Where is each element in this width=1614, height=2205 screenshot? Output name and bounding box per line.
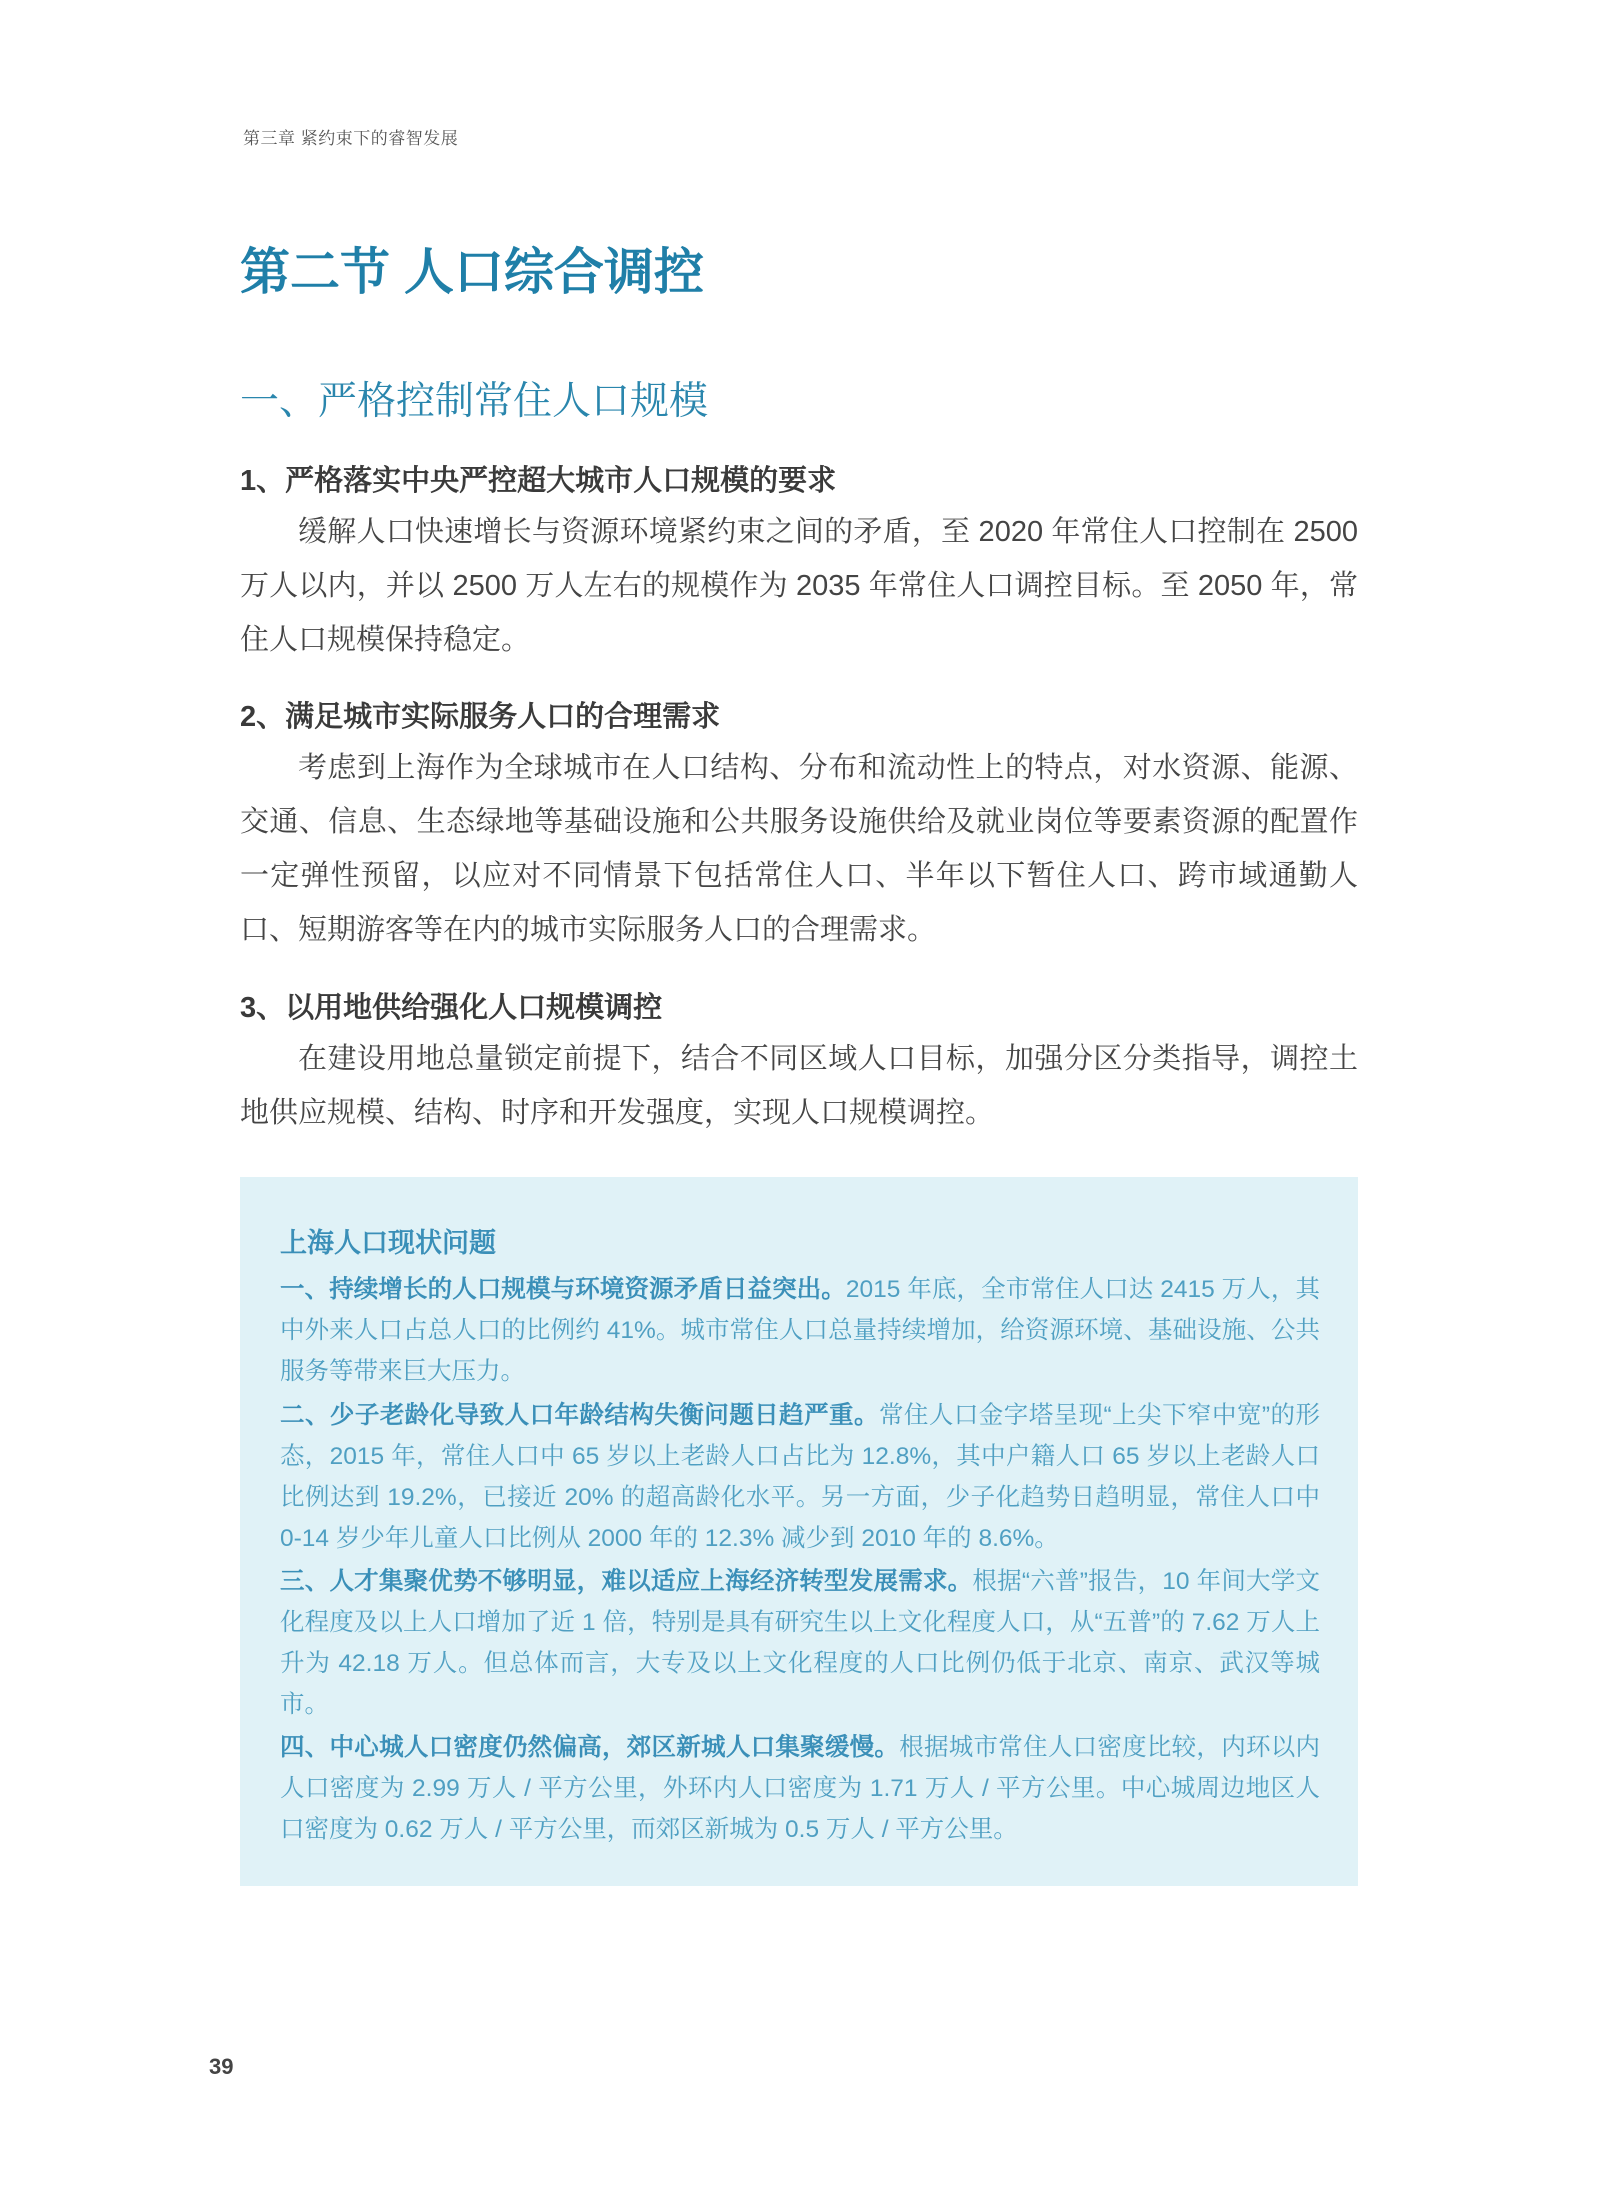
section-title: 第二节 人口综合调控: [240, 244, 704, 300]
sub-heading: 一、严格控制常住人口规模: [240, 380, 709, 423]
info-box-paragraph: [280, 1727, 1320, 1850]
info-box-paragraph: [280, 1395, 1320, 1559]
item-title-3: 3、以用地供给强化人口规模调控: [240, 992, 663, 1024]
paragraph-text: 根据城市常住人口密度比较，内环以内人口密度为 2.99 万人 / 平方公里，外环内人口密度为 1.71 万人 / 平方公里。中心城周边地区人口密度为 0.62 万人 / 平方公里，而郊区新城为 0.5 万人 / 平方公里。: [280, 1734, 1321, 1843]
page-number: 39: [209, 2054, 234, 2079]
running-header: 第三章 紧约束下的睿智发展: [243, 129, 459, 148]
item-body-1: 缓解人口快速增长与资源环境紧约束之间的矛盾，至 2020 年常住人口控制在 2500 万人以内，并以 2500 万人左右的规模作为 2035 年常住人口调控目标。至 2050 年，常住人口规模保持稳定。: [240, 516, 1358, 656]
item-title-1: 1、严格落实中央严控超大城市人口规模的要求: [240, 465, 837, 497]
info-box-title: 上海人口现状问题: [280, 1228, 496, 1258]
paragraph-lead: 二、少子老龄化导致人口年龄结构失衡问题日趋严重。: [280, 1402, 879, 1429]
item-title-2: 2、满足城市实际服务人口的合理需求: [240, 701, 721, 733]
paragraph-text: 根据“六普”报告，10 年间大学文化程度及以上人口增加了近 1 倍，特别是具有研究生以上文化程度人口，从“五普”的 7.62 万人上升为 42.18 万人。但总体而言，大专及以上文化程度的人口比例仍低于北京、南京、武汉等城市。: [280, 1568, 1321, 1718]
paragraph-lead: 一、持续增长的人口规模与环境资源矛盾日益突出。: [280, 1276, 846, 1303]
paragraph-text: 常住人口金字塔呈现“上尖下窄中宽”的形态，2015 年，常住人口中 65 岁以上老龄人口占比为 12.8%，其中户籍人口 65 岁以上老龄人口比例达到 19.2%，已接近 20% 的超高龄化水平。另一方面，少子化趋势日趋明显，常住人口中 0-14 岁少年儿童人口比例从 2000 年的 12.3% 减少到 2010 年的 8.6%。: [280, 1402, 1320, 1552]
info-box: [240, 1177, 1358, 1886]
item-body-3: 在建设用地总量锁定前提下，结合不同区域人口目标，加强分区分类指导，调控土地供应规模、结构、时序和开发强度，实现人口规模调控。: [240, 1043, 1358, 1129]
paragraph-lead: 四、中心城人口密度仍然偏高，郊区新城人口集聚缓慢。: [280, 1734, 900, 1761]
paragraph-lead: 三、人才集聚优势不够明显，难以适应上海经济转型发展需求。: [280, 1568, 973, 1595]
item-body-2: 考虑到上海作为全球城市在人口结构、分布和流动性上的特点，对水资源、能源、交通、信息、生态绿地等基础设施和公共服务设施供给及就业岗位等要素资源的配置作一定弹性预留，以应对不同情景下包括常住人口、半年以下暂住人口、跨市域通勤人口、短期游客等在内的城市实际服务人口的合理需求。: [240, 752, 1358, 946]
info-box-paragraph: [280, 1561, 1320, 1725]
info-box-paragraph: [280, 1269, 1320, 1392]
paragraph-text: 2015 年底，全市常住人口达 2415 万人，其中外来人口占总人口的比例约 41%。城市常住人口总量持续增加，给资源环境、基础设施、公共服务等带来巨大压力。: [280, 1276, 1320, 1385]
